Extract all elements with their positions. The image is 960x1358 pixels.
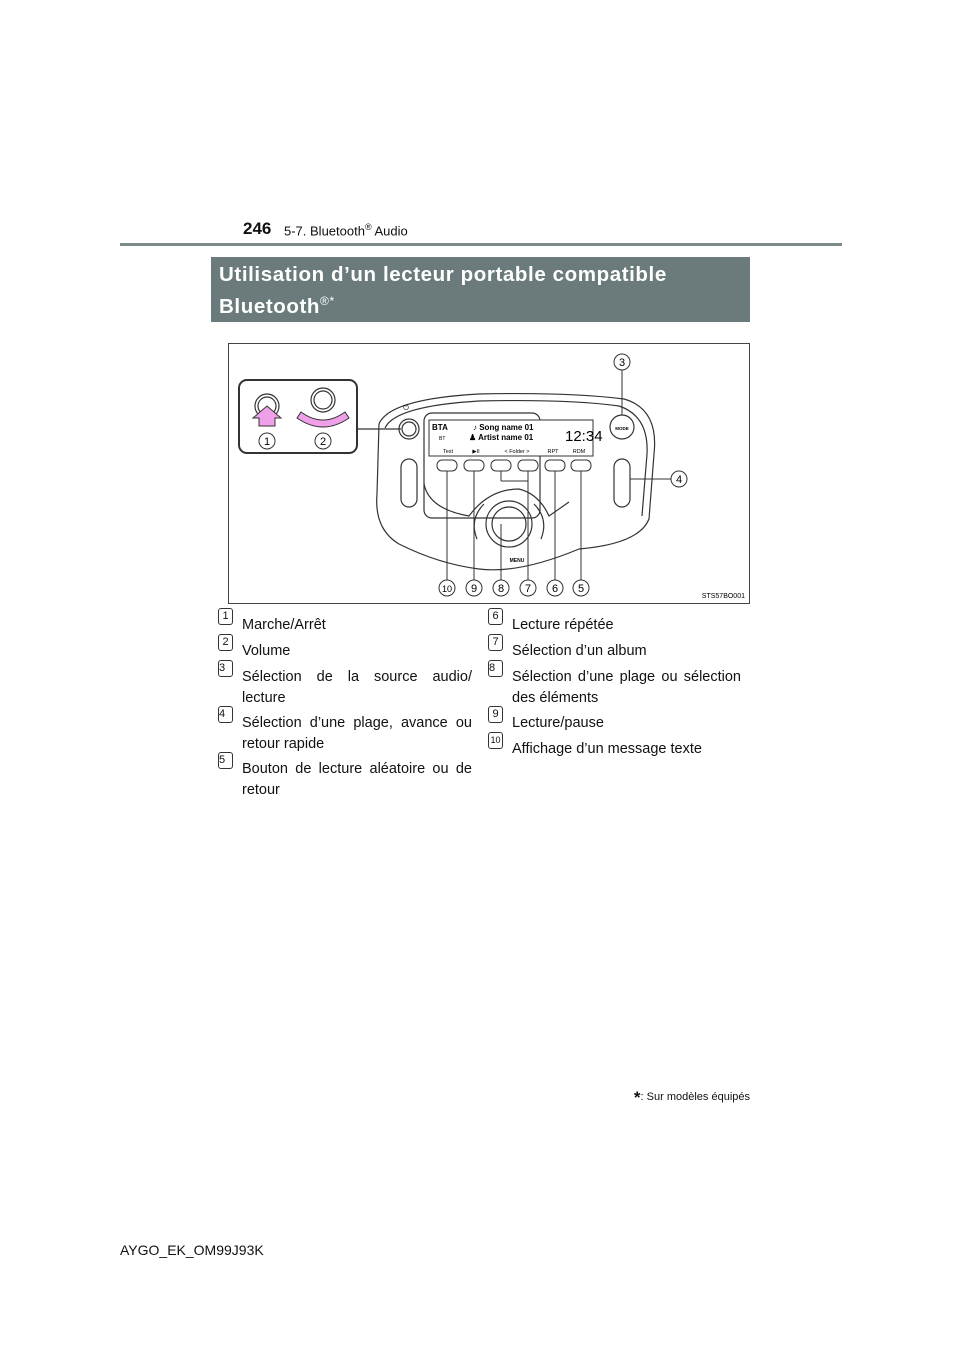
item-badge: 4: [218, 706, 233, 723]
section-text: 5-7. Bluetooth: [284, 223, 365, 239]
item-badge: 9: [488, 706, 503, 723]
footnote-text: : Sur modèles équipés: [640, 1091, 750, 1103]
callout-10: 10: [441, 584, 453, 594]
item-badge: 7: [488, 634, 503, 651]
title-mark: ®*: [320, 294, 335, 308]
callouts: [259, 354, 687, 596]
asterisk-mark: *: [633, 1088, 641, 1107]
item-text: Sélection d’un album: [512, 643, 647, 659]
item-text: Sélection d’une plage ou sélection des éléments: [512, 669, 741, 706]
section-title: [211, 257, 750, 322]
item-badge: 2: [218, 634, 233, 651]
item-text: Affichage d’un message texte: [512, 741, 702, 757]
list-item: [492, 610, 741, 636]
list-item: [222, 610, 472, 636]
item-text: Lecture/pause: [512, 715, 604, 731]
item-text: Bouton de lecture aléatoire ou de retour: [242, 761, 472, 798]
item-badge: 8: [488, 660, 503, 677]
list-item: [489, 662, 741, 709]
item-badge: 3: [218, 660, 233, 677]
item-text: Lecture répétée: [512, 617, 614, 633]
softkey-rdm: RDM: [572, 449, 586, 455]
softkey-folder: < Folder >: [504, 449, 530, 455]
list-item: [222, 636, 472, 662]
figure-code: STS57BO001: [701, 593, 745, 600]
rotate-arrow-icon: [297, 412, 349, 427]
item-text: Volume: [242, 643, 291, 659]
list-item: [492, 636, 741, 662]
callout-1: 1: [263, 436, 271, 448]
document-code: AYGO_EK_OM99J93K: [120, 1242, 264, 1258]
footnote: [634, 1088, 750, 1108]
item-badge: 1: [218, 608, 233, 625]
callout-7: 7: [524, 583, 532, 595]
menu-label: MENU: [509, 558, 525, 564]
header-rule: [120, 243, 842, 246]
title-line2: Bluetooth: [219, 294, 321, 318]
item-text: Sélection d’une plage, avance ou retour rapide: [242, 715, 472, 752]
callout-3: 3: [618, 357, 626, 369]
list-item: [490, 735, 741, 760]
bt-label: BT: [439, 436, 446, 442]
press-arrow-icon: [253, 406, 281, 426]
display-artist: ♟ Artist name 01: [469, 433, 534, 442]
mode-label: MODE: [615, 426, 629, 431]
audio-unit-diagram: [229, 344, 749, 603]
display-song: ♪ Song name 01: [473, 423, 534, 432]
title-line1: Utilisation d’un lecteur portable compatible: [219, 263, 667, 286]
callout-9: 9: [470, 583, 478, 595]
list-item: [492, 708, 741, 734]
list-item: [219, 662, 472, 709]
callout-2: 2: [319, 436, 327, 448]
item-badge: 6: [488, 608, 503, 625]
display-clock: 12:34: [565, 428, 603, 445]
section-suffix: Audio: [371, 223, 408, 239]
item-text: Marche/Arrêt: [242, 617, 326, 633]
list-item: [219, 708, 472, 755]
callout-8: 8: [497, 583, 505, 595]
item-badge: 5: [218, 752, 233, 769]
section-breadcrumb: [284, 222, 408, 238]
item-text: Sélection de la source audio/ lecture: [242, 669, 472, 706]
callout-6: 6: [551, 583, 559, 595]
page-number: 246: [243, 219, 272, 238]
list-item: [219, 754, 472, 801]
softkey-playpause: ▶II: [472, 449, 480, 455]
softkey-text: Text: [442, 449, 454, 455]
registered-mark: ®: [364, 222, 372, 232]
callout-4: 4: [675, 474, 683, 486]
softkey-rpt: RPT: [547, 449, 559, 455]
item-badge: 10: [488, 732, 503, 749]
audio-unit-figure: [228, 343, 750, 604]
power-icon: ⏻: [403, 405, 409, 412]
bt-logo: BTA: [432, 423, 448, 432]
callout-5: 5: [577, 583, 585, 595]
